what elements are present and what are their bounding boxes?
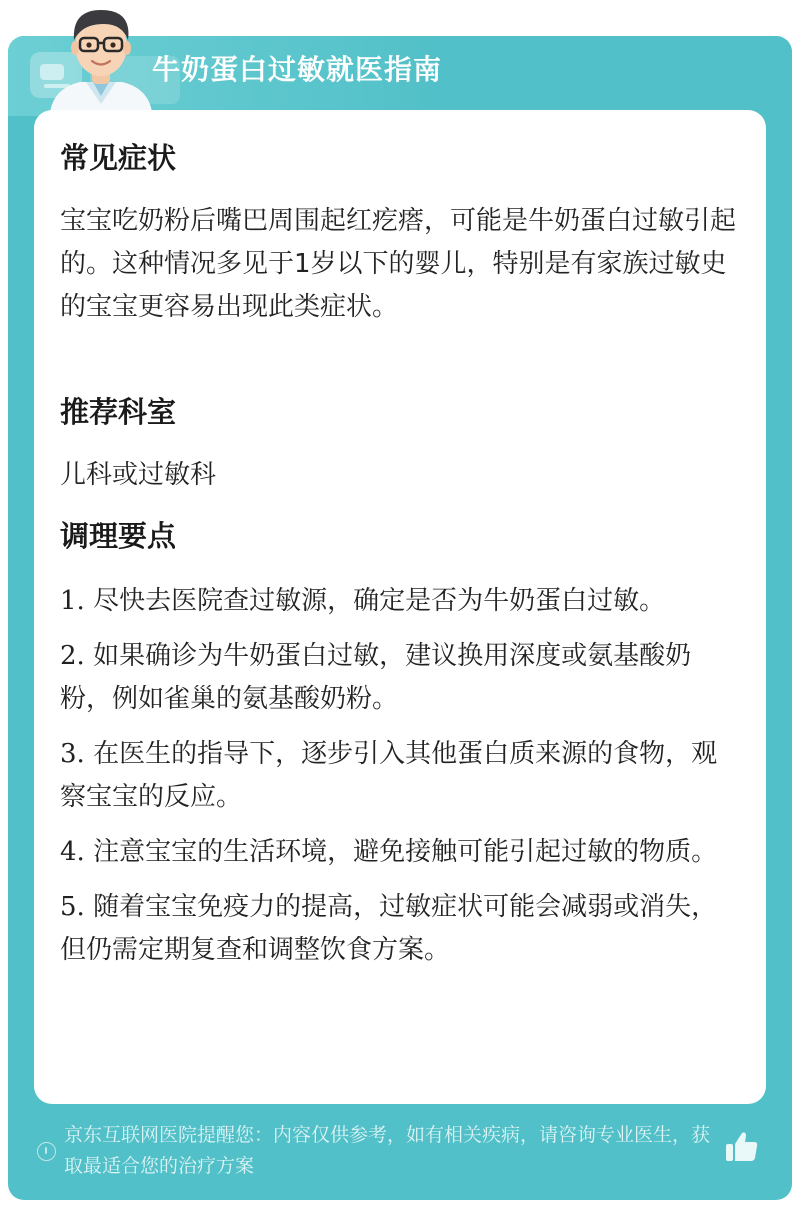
symptoms-title: 常见症状 [60,141,177,175]
list-item [60,886,736,972]
list-item-number: 3. [60,739,85,769]
care-title: 调理要点 [60,519,177,553]
department-title: 推荐科室 [60,395,177,429]
department-body: 儿科或过敏科 [60,460,217,490]
list-item [60,635,736,721]
thumbs-up-icon[interactable] [723,1128,761,1166]
list-item-text: 如果确诊为牛奶蛋白过敏，建议换用深度或氨基酸奶粉，例如雀巢的氨基酸奶粉。 [60,641,692,714]
list-item-number: 4. [60,837,85,867]
list-item-text: 随着宝宝免疫力的提高，过敏症状可能会减弱或消失，但仍需定期复查和调整饮食方案。 [60,892,718,965]
list-item [60,580,736,623]
list-item-number: 5. [60,892,85,922]
list-item [60,831,736,874]
list-item [60,733,736,819]
symptoms-body: 宝宝吃奶粉后嘴巴周围起红疙瘩，可能是牛奶蛋白过敏引起的。这种情况多见于1岁以下的婴儿，特别是有家族过敏史的宝宝更容易出现此类症状。 [60,206,737,322]
doctor-avatar-icon [46,0,156,112]
info-circle-icon [37,1142,56,1161]
list-item-number: 1. [60,586,85,616]
footer-disclaimer: 京东互联网医院提醒您：内容仅供参考，如有相关疾病，请咨询专业医生，获取最适合您的治疗方案 [64,1124,711,1177]
list-item-text: 注意宝宝的生活环境，避免接触可能引起过敏的物质。 [93,837,718,867]
page-title: 牛奶蛋白过敏就医指南 [152,53,443,86]
list-item-text: 在医生的指导下，逐步引入其他蛋白质来源的食物，观察宝宝的反应。 [60,739,718,812]
care-list [60,580,736,984]
list-item-text: 尽快去医院查过敏源，确定是否为牛奶蛋白过敏。 [93,586,666,616]
list-item-number: 2. [60,641,85,671]
content-card [34,110,766,1104]
